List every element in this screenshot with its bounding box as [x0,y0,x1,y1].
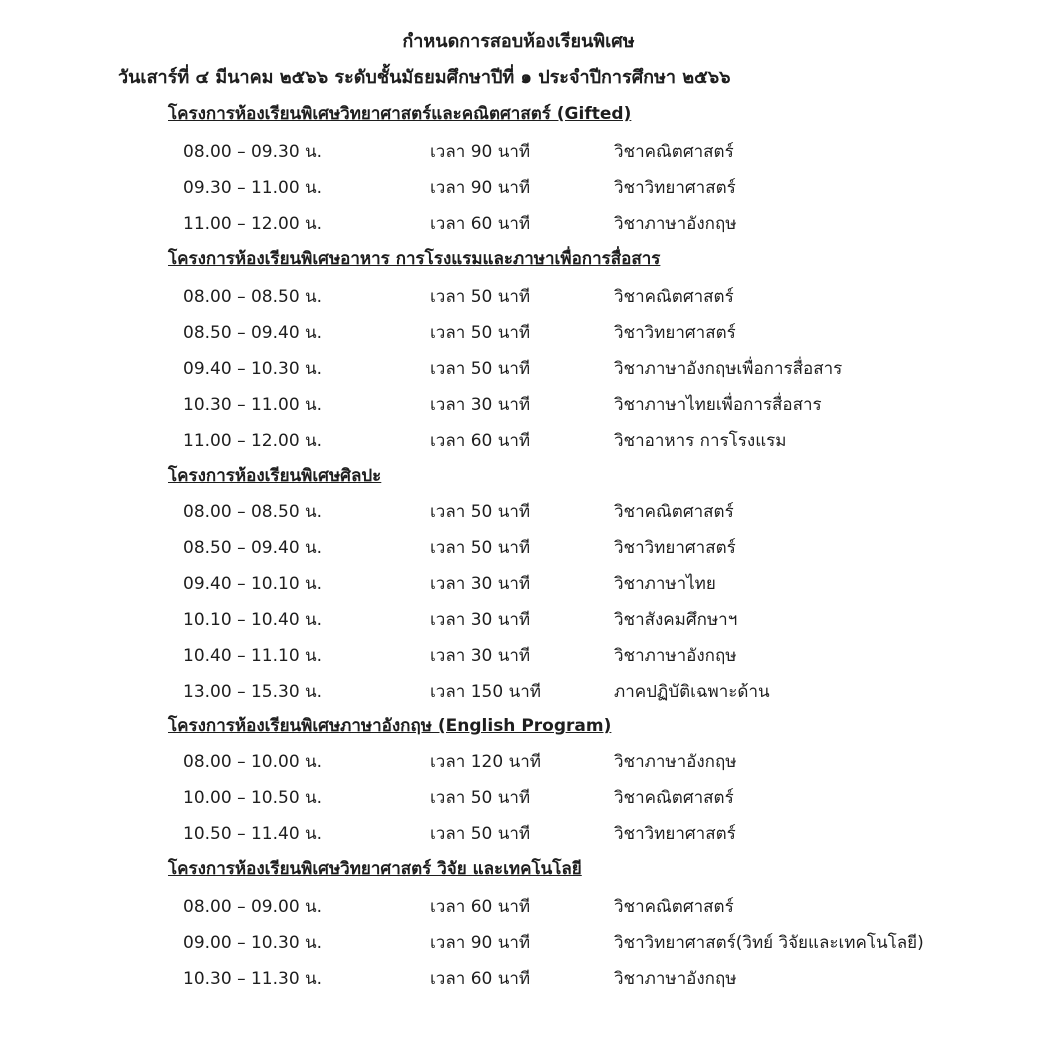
exam-time: 10.50 – 11.40 น. [183,824,323,844]
exam-duration: เวลา 30 นาที [430,574,531,594]
exam-subject: วิชาวิทยาศาสตร์ [614,824,736,844]
exam-subject: วิชาภาษาอังกฤษ [614,752,737,772]
exam-duration: เวลา 50 นาที [430,359,531,379]
schedule-row [0,534,1037,570]
exam-subject: วิชาภาษาอังกฤษ [614,969,737,989]
exam-subject: วิชาภาษาไทยเพื่อการสื่อสาร [614,395,822,415]
exam-subject: วิชาภาษาอังกฤษ [614,646,737,666]
schedule-row [0,427,1037,463]
exam-duration: เวลา 50 นาที [430,538,531,558]
schedule-row [0,355,1037,391]
section-heading: โครงการห้องเรียนพิเศษวิทยาศาสตร์และคณิตศาสตร์ (Gifted) [168,104,632,124]
schedule-row [0,678,1037,714]
exam-duration: เวลา 50 นาที [430,788,531,808]
exam-duration: เวลา 90 นาที [430,178,531,198]
exam-time: 11.00 – 12.00 น. [183,214,323,234]
section-heading: โครงการห้องเรียนพิเศษอาหาร การโรงแรมและภาษาเพื่อการสื่อสาร [168,249,661,269]
exam-time: 09.00 – 10.30 น. [183,933,323,953]
exam-time: 10.30 – 11.30 น. [183,969,323,989]
section-heading: โครงการห้องเรียนพิเศษวิทยาศาสตร์ วิจัย และเทคโนโลยี [168,859,582,879]
exam-time: 11.00 – 12.00 น. [183,431,323,451]
exam-time: 10.40 – 11.10 น. [183,646,323,666]
exam-subject: วิชาคณิตศาสตร์ [614,502,734,522]
exam-time: 10.00 – 10.50 น. [183,788,323,808]
schedule-row [0,283,1037,319]
exam-duration: เวลา 60 นาที [430,214,531,234]
schedule-row [0,498,1037,534]
schedule-row [0,929,1037,965]
exam-subject: วิชาสังคมศึกษาฯ [614,610,738,630]
exam-time: 08.00 – 08.50 น. [183,287,323,307]
schedule-row [0,893,1037,929]
exam-time: 08.00 – 09.30 น. [183,142,323,162]
exam-subject: วิชาภาษาอังกฤษเพื่อการสื่อสาร [614,359,843,379]
exam-duration: เวลา 60 นาที [430,897,531,917]
exam-duration: เวลา 50 นาที [430,287,531,307]
schedule-row [0,391,1037,427]
exam-time: 08.50 – 09.40 น. [183,538,323,558]
schedule-row [0,965,1037,1001]
exam-subject: วิชาอาหาร การโรงแรม [614,431,787,451]
schedule-row [0,319,1037,355]
schedule-row [0,606,1037,642]
exam-duration: เวลา 60 นาที [430,969,531,989]
exam-time: 09.40 – 10.30 น. [183,359,323,379]
schedule-title: กำหนดการสอบห้องเรียนพิเศษ [402,31,635,52]
exam-subject: วิชาคณิตศาสตร์ [614,788,734,808]
schedule-row [0,642,1037,678]
exam-subject: วิชาคณิตศาสตร์ [614,287,734,307]
schedule-row [0,748,1037,784]
exam-duration: เวลา 50 นาที [430,323,531,343]
exam-time: 10.30 – 11.00 น. [183,395,323,415]
exam-time: 13.00 – 15.30 น. [183,682,323,702]
exam-duration: เวลา 50 นาที [430,824,531,844]
exam-subject: วิชาคณิตศาสตร์ [614,142,734,162]
exam-subject: วิชาวิทยาศาสตร์ [614,538,736,558]
exam-duration: เวลา 30 นาที [430,610,531,630]
exam-duration: เวลา 30 นาที [430,395,531,415]
exam-time: 09.30 – 11.00 น. [183,178,323,198]
schedule-row [0,210,1037,246]
exam-duration: เวลา 90 นาที [430,142,531,162]
schedule-row [0,570,1037,606]
schedule-subtitle: วันเสาร์ที่ ๔ มีนาคม ๒๕๖๖ ระดับชั้นมัธยมศึกษาปีที่ ๑ ประจำปีการศึกษา ๒๕๖๖ [118,67,731,88]
exam-subject: ภาคปฏิบัติเฉพาะด้าน [614,682,770,702]
schedule-row [0,138,1037,174]
schedule-row [0,784,1037,820]
exam-subject: วิชาวิทยาศาสตร์ [614,178,736,198]
section-heading: โครงการห้องเรียนพิเศษภาษาอังกฤษ (English Program) [168,716,612,736]
exam-time: 08.00 – 09.00 น. [183,897,323,917]
exam-subject: วิชาภาษาอังกฤษ [614,214,737,234]
exam-duration: เวลา 50 นาที [430,502,531,522]
exam-duration: เวลา 90 นาที [430,933,531,953]
exam-duration: เวลา 60 นาที [430,431,531,451]
schedule-row [0,174,1037,210]
exam-time: 08.50 – 09.40 น. [183,323,323,343]
exam-duration: เวลา 120 นาที [430,752,541,772]
exam-time: 09.40 – 10.10 น. [183,574,323,594]
exam-duration: เวลา 30 นาที [430,646,531,666]
exam-subject: วิชาวิทยาศาสตร์ [614,323,736,343]
exam-time: 08.00 – 10.00 น. [183,752,323,772]
exam-subject: วิชาภาษาไทย [614,574,716,594]
exam-time: 08.00 – 08.50 น. [183,502,323,522]
exam-time: 10.10 – 10.40 น. [183,610,323,630]
schedule-row [0,820,1037,856]
section-heading: โครงการห้องเรียนพิเศษศิลปะ [168,466,382,486]
exam-subject: วิชาวิทยาศาสตร์(วิทย์ วิจัยและเทคโนโลยี) [614,933,924,953]
exam-subject: วิชาคณิตศาสตร์ [614,897,734,917]
exam-duration: เวลา 150 นาที [430,682,541,702]
